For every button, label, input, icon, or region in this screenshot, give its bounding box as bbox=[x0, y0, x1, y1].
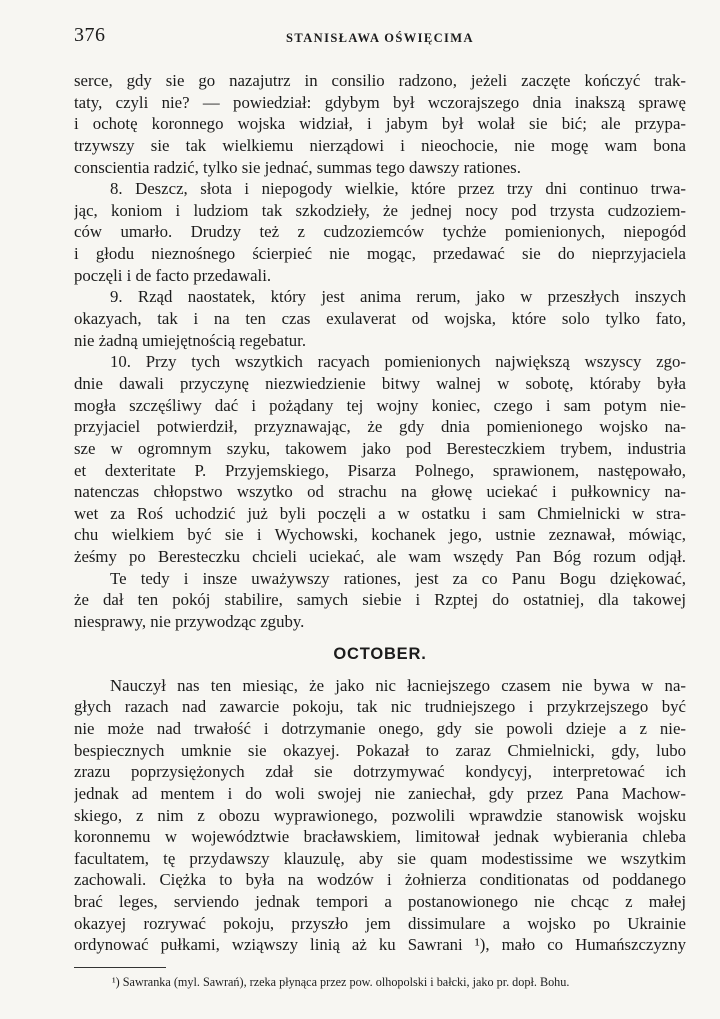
text-line: sze w ogromnym szyku, takowem jako pod Beresteczkiem trybem, industria bbox=[74, 438, 686, 458]
text-line: i ochotę koronnego wojska widział, i jabym był wolał sie bić; ale przypa- bbox=[74, 114, 686, 134]
text-line: zrazu poprzysiężonych zdał sie dotrzymywać kondycyj, interpretować ich bbox=[74, 762, 686, 782]
paragraph-10 bbox=[74, 351, 686, 567]
text-line: głych razach nad zawarcie pokoju, tak nic trudniejszego i przykrzejszego być bbox=[74, 697, 686, 717]
text-line: serce, gdy sie go nazajutrz in consilio radzono, jeżeli zaczęte kończyć trak- bbox=[74, 71, 686, 90]
text-line: 8. Deszcz, słota i niepogody wielkie, które przez trzy dni continuo trwa- bbox=[110, 179, 686, 199]
text-line: Nauczył nas ten miesiąc, że jako nic łacniejszego czasem nie bywa w na- bbox=[110, 675, 686, 695]
text-line: mogła szczęśliwy dać i pożądany tej wojny koniec, czego i sam potym nie- bbox=[74, 395, 686, 415]
text-line: natenczas chłopstwo wszytko od strachu na głowę uciekać i pułkownicy na- bbox=[74, 482, 686, 502]
section-heading: OCTOBER. bbox=[333, 644, 427, 663]
footnote: ¹) Sawranka (myl. Sawrań), rzeka płynąca przez pow. olhopolski i bałcki, jako pr. dopł. Bohu. bbox=[112, 975, 570, 989]
text-line: 10. Przy tych wszytkich racyach pomienionych największą wszyscy zgo- bbox=[110, 352, 686, 372]
text-line: ordynować pułkami, wziąwszy linią aż ku Sawrani ¹), mało co Humańszczyzny bbox=[74, 935, 686, 955]
text-line: brać leges, serviendo jednak tempori a postanowionego nie chcąc z małej bbox=[74, 892, 686, 912]
text-line: i głodu nieznośnego ścierpieć nie mogąc, przedawać sie do nieprzyjaciela bbox=[74, 244, 686, 264]
paragraph-top bbox=[74, 70, 686, 178]
text-line: facultatem, tę przydawszy klauzulę, aby sie quam modestissime we wszytkim bbox=[74, 848, 686, 868]
paragraph-8 bbox=[74, 178, 686, 286]
text-line: żeśmy po Beresteczku chcieli uciekać, ale wam wszędy Pan Bóg rozum odjął. bbox=[74, 547, 686, 567]
text-line: chu wielkiem być sie i Wychowski, kochanek jego, ustnie zeznawał, mówiąc, bbox=[74, 525, 686, 545]
text-line: conscientia radzić, tylko sie jednać, summas tego dawszy rationes. bbox=[74, 157, 521, 177]
text-line: koronnemu w województwie bracławskiem, limitował jednak wybierania chleba bbox=[74, 827, 686, 847]
text-line: nie może nad trwałość i dotrzymanie onego, gdy sie powoli dzieje a z nie- bbox=[74, 718, 686, 738]
paragraph-9 bbox=[74, 286, 686, 351]
paragraph-october bbox=[74, 675, 686, 956]
footnote-divider bbox=[74, 967, 166, 968]
text-line: jednak ad mentem i do woli swojej nie zaniechał, gdy przez Pana Machow- bbox=[74, 783, 686, 803]
text-line: wet za Roś uchodzić już byli poczęli a w ostatku i sam Chmielnicki w stra- bbox=[74, 503, 686, 523]
page-number: 376 bbox=[74, 24, 106, 46]
text-line: taty, czyli nie? — powiedział: gdybym był wczorajszego dnia inakszą sprawę bbox=[74, 92, 686, 112]
text-line: okazyej rozrywać pokoju, przyszło jem dissimulare a wojsko po Ukrainie bbox=[74, 913, 686, 933]
body-text bbox=[74, 70, 686, 956]
text-line: Te tedy i insze uważywszy rationes, jest za co Panu Bogu dziękować, bbox=[110, 568, 686, 588]
text-line: że dał ten pokój stabilire, samych siebie i Rzptej do ostatniej, dla takowej bbox=[74, 590, 686, 610]
text-line: zachowali. Ciężka to była na wodzów i żołnierza conditionatas od poddanego bbox=[74, 870, 686, 890]
text-line: nie żadną umiejętnością regebatur. bbox=[74, 330, 307, 350]
text-line: bespiecznych umknie sie okazyej. Pokazał to zaraz Chmielnicki, gdy, lubo bbox=[74, 740, 686, 760]
text-line: przyjaciel potwierdził, przyznawając, że gdy dnia pomienionego wojsko na- bbox=[74, 417, 686, 437]
text-line: 9. Rząd naostatek, który jest anima rerum, jako w przeszłych inszych bbox=[110, 287, 686, 307]
paragraph-conclusion bbox=[74, 568, 686, 633]
text-line: niesprawy, nie przywodząc zguby. bbox=[74, 612, 305, 632]
text-line: jąc, koniom i ludziom tak szkodziełу, że jednej nocy pod trzysta cudzoziem- bbox=[74, 200, 686, 220]
text-line: poczęli i de facto przedawali. bbox=[74, 265, 272, 285]
text-line: okazyach, tak i na ten czas exulaverat od wojska, które solo tylko fato, bbox=[74, 309, 686, 329]
text-line: trzywszy sie tak wielkiemu nierządowi i nieochocie, nie mogę wam bona bbox=[74, 135, 686, 155]
text-line: ców umarło. Drudzy też z cudzoziemców tychże pomienionych, niepogód bbox=[74, 222, 686, 242]
page-header bbox=[74, 24, 686, 48]
running-title: STANISŁAWA OŚWIĘCIMA bbox=[286, 31, 474, 45]
text-line: skiego, z nim z obozu wyprawionego, pozwolili wprawdzie stanowisk wojsku bbox=[74, 805, 686, 825]
text-line: et dexteritate P. Przyjemskiego, Pisarza Polnego, sprawionem, następowało, bbox=[74, 460, 686, 480]
text-line: dnie dawali przyczynę niezwiedzienie bitwy walnej w sobotę, któraby była bbox=[74, 373, 686, 393]
